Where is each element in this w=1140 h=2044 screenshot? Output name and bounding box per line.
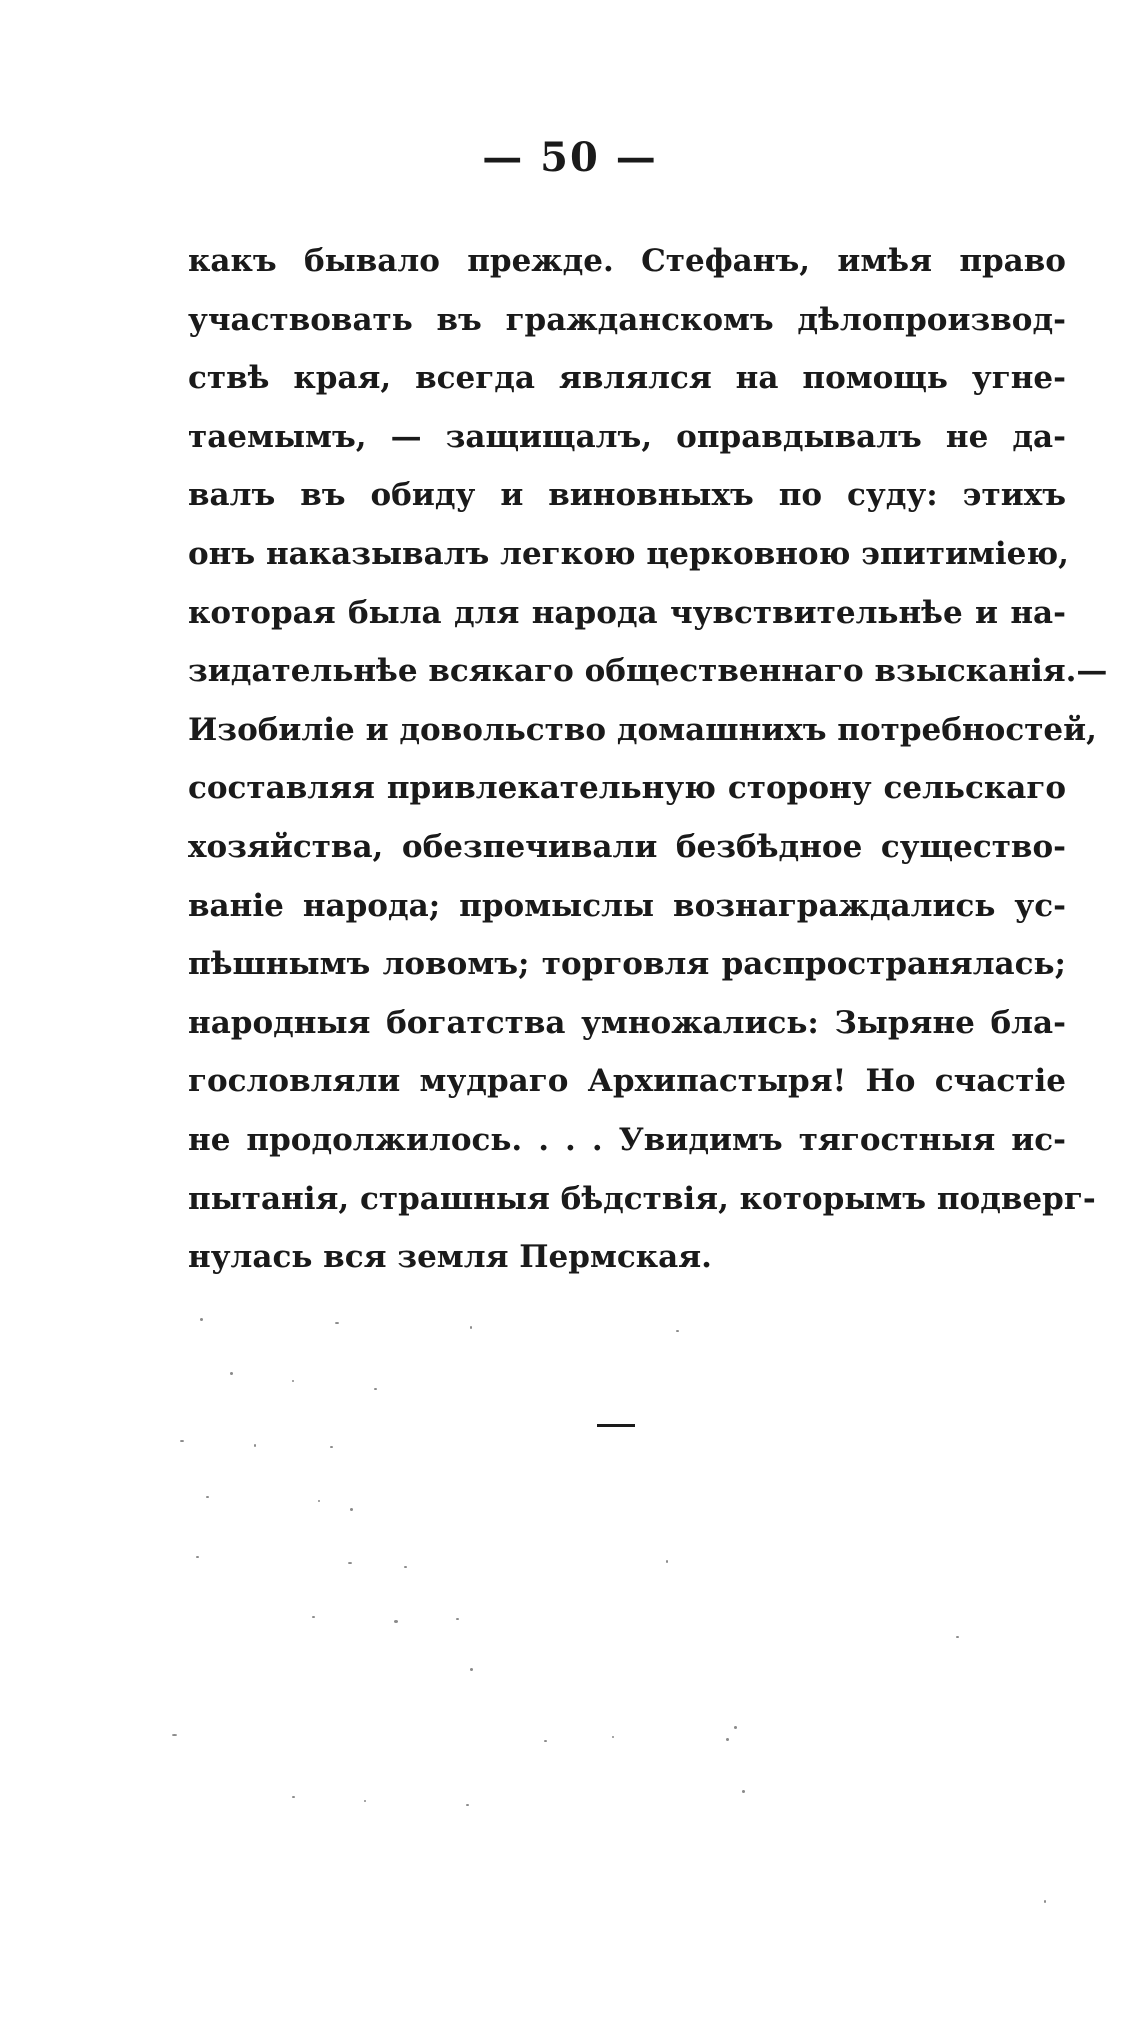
text-line: народныя богатства умножались: Зыряне бла- bbox=[188, 1004, 1066, 1041]
text-line: не продолжилось. . . . Увидимъ тягостныя ис- bbox=[188, 1121, 1066, 1158]
text-line: гословляли мудраго Архипастыря! Но счастіе bbox=[188, 1063, 1066, 1100]
text-line: пѣшнымъ ловомъ; торговля распространялась; bbox=[188, 946, 1066, 983]
body-text bbox=[188, 232, 1108, 1287]
text-line: хозяйства, обезпечивали безбѣдное существо- bbox=[188, 828, 1066, 865]
text-line: таемымъ, — защищалъ, оправдывалъ не да- bbox=[188, 418, 1066, 455]
text-line: Изобиліе и довольство домашнихъ потребностей, bbox=[188, 711, 1097, 748]
text-line: ваніе народа; промыслы вознаграждались ус- bbox=[188, 887, 1066, 924]
text-line: валъ въ обиду и виновныхъ по суду: этихъ bbox=[188, 477, 1066, 514]
page-number: — 50 — bbox=[482, 134, 658, 181]
text-line: какъ бывало прежде. Стефанъ, имѣя право bbox=[188, 243, 1066, 279]
text-line: пытанія, страшныя бѣдствія, которымъ подверг- bbox=[188, 1180, 1096, 1217]
text-line: онъ наказывалъ легкою церковною эпитиміею, bbox=[188, 535, 1069, 572]
text-line: нулась вся земля Пермская. bbox=[188, 1239, 712, 1276]
end-rule bbox=[597, 1424, 635, 1427]
text-line: составляя привлекательную сторону сельскаго bbox=[188, 770, 1066, 807]
text-line: зидательнѣе всякаго общественнаго взысканія.— bbox=[188, 653, 1108, 690]
text-line: ствѣ края, всегда являлся на помощь угне- bbox=[188, 360, 1066, 397]
text-line: участвовать въ гражданскомъ дѣлопроизвод- bbox=[188, 301, 1066, 338]
text-line: которая была для народа чувствительнѣе и на- bbox=[188, 594, 1066, 631]
